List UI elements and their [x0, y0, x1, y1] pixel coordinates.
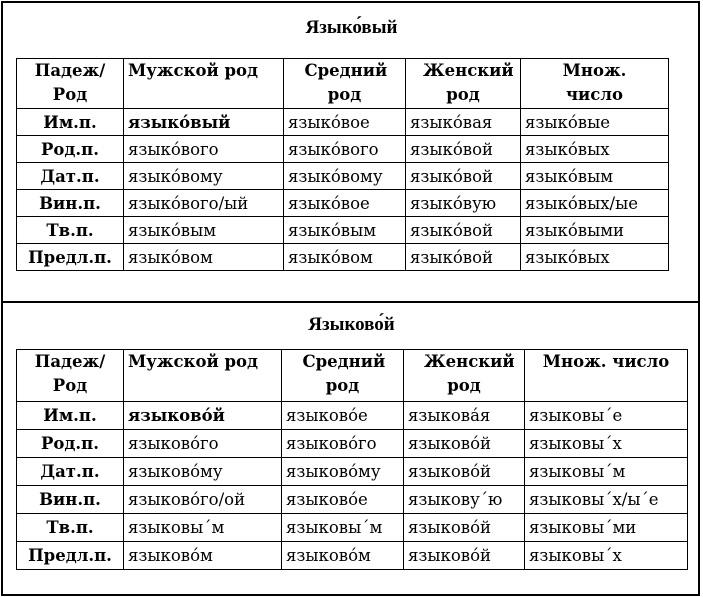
cell-neuter: языко́вого — [284, 136, 406, 163]
case-label: Род.п. — [17, 136, 124, 163]
table-row — [17, 486, 688, 514]
cell-neuter: языко́вое — [284, 190, 406, 217]
table-row — [17, 542, 688, 570]
cell-neuter: языко́вом — [284, 244, 406, 271]
table-row — [17, 190, 669, 217]
cell-feminine: языково́й — [404, 458, 525, 486]
cell-feminine: языко́вой — [406, 136, 521, 163]
cell-masculine: языково́й — [124, 402, 282, 430]
header-neuter: Средний род — [282, 350, 404, 402]
case-label: Предл.п. — [17, 542, 124, 570]
cell-plural: языковы´х/ы´е — [525, 486, 688, 514]
cell-plural: языко́вых/ые — [521, 190, 669, 217]
cell-neuter: языковы´м — [282, 514, 404, 542]
table-row — [17, 136, 669, 163]
cell-feminine: языкову´ю — [404, 486, 525, 514]
case-label: Вин.п. — [17, 486, 124, 514]
table-row — [17, 458, 688, 486]
cell-plural: языко́выми — [521, 217, 669, 244]
case-label: Тв.п. — [17, 514, 124, 542]
cell-plural: языко́вым — [521, 163, 669, 190]
case-label: Дат.п. — [17, 458, 124, 486]
table-row — [17, 244, 669, 271]
header-row — [17, 350, 688, 402]
header-feminine: Женский род — [406, 59, 521, 109]
header-masculine: Мужской род — [124, 350, 282, 402]
table-row — [17, 514, 688, 542]
cell-neuter: языко́вому — [284, 163, 406, 190]
cell-masculine: языко́вый — [124, 109, 284, 136]
cell-masculine: языко́вому — [124, 163, 284, 190]
cell-neuter: языко́вым — [284, 217, 406, 244]
cell-plural: языковы´х — [525, 430, 688, 458]
cell-plural: языковы´м — [525, 458, 688, 486]
cell-plural: языковы´ми — [525, 514, 688, 542]
cell-plural: языко́вые — [521, 109, 669, 136]
table-row — [17, 109, 669, 136]
cell-neuter: языково́го — [282, 430, 404, 458]
cell-feminine: языково́й — [404, 514, 525, 542]
table-row — [17, 163, 669, 190]
cell-neuter: языко́вое — [284, 109, 406, 136]
case-label: Дат.п. — [17, 163, 124, 190]
cell-neuter: языково́е — [282, 402, 404, 430]
table-row — [17, 430, 688, 458]
cell-masculine: языко́вым — [124, 217, 284, 244]
cell-neuter: языково́е — [282, 486, 404, 514]
cell-plural: языко́вых — [521, 136, 669, 163]
header-row — [17, 59, 669, 109]
cell-neuter: языково́м — [282, 542, 404, 570]
cell-feminine: языко́вую — [406, 190, 521, 217]
cell-feminine: языко́вая — [406, 109, 521, 136]
table-row — [17, 217, 669, 244]
case-label: Им.п. — [17, 109, 124, 136]
cell-plural: языковы´х — [525, 542, 688, 570]
declension-table-1 — [16, 58, 669, 271]
cell-plural: языко́вых — [521, 244, 669, 271]
declension-table-2 — [16, 349, 688, 570]
case-label: Предл.п. — [17, 244, 124, 271]
header-neuter: Средний род — [284, 59, 406, 109]
header-feminine: Женский род — [404, 350, 525, 402]
case-label: Род.п. — [17, 430, 124, 458]
header-plural: Множ. число — [525, 350, 688, 402]
table-row — [17, 402, 688, 430]
cell-neuter: языково́му — [282, 458, 404, 486]
table-title-2: Языково́й — [308, 314, 395, 335]
cell-feminine: языково́й — [404, 542, 525, 570]
cell-masculine: языково́го/ой — [124, 486, 282, 514]
header-case-gender: Падеж/ Род — [17, 59, 124, 109]
cell-feminine: языко́вой — [406, 163, 521, 190]
header-masculine: Мужской род — [124, 59, 284, 109]
case-label: Им.п. — [17, 402, 124, 430]
cell-feminine: языкова́я — [404, 402, 525, 430]
cell-masculine: языково́м — [124, 542, 282, 570]
case-label: Тв.п. — [17, 217, 124, 244]
cell-masculine: языко́вого/ый — [124, 190, 284, 217]
cell-masculine: языко́вом — [124, 244, 284, 271]
cell-feminine: языко́вой — [406, 217, 521, 244]
cell-masculine: языково́го — [124, 430, 282, 458]
cell-feminine: языково́й — [404, 430, 525, 458]
cell-masculine: языко́вого — [124, 136, 284, 163]
cell-feminine: языко́вой — [406, 244, 521, 271]
cell-plural: языковы´е — [525, 402, 688, 430]
case-label: Вин.п. — [17, 190, 124, 217]
cell-masculine: языково́му — [124, 458, 282, 486]
table-title-1: Языко́вый — [305, 17, 398, 38]
header-case-gender: Падеж/ Род — [17, 350, 124, 402]
header-plural: Множ. число — [521, 59, 669, 109]
cell-masculine: языковы´м — [124, 514, 282, 542]
